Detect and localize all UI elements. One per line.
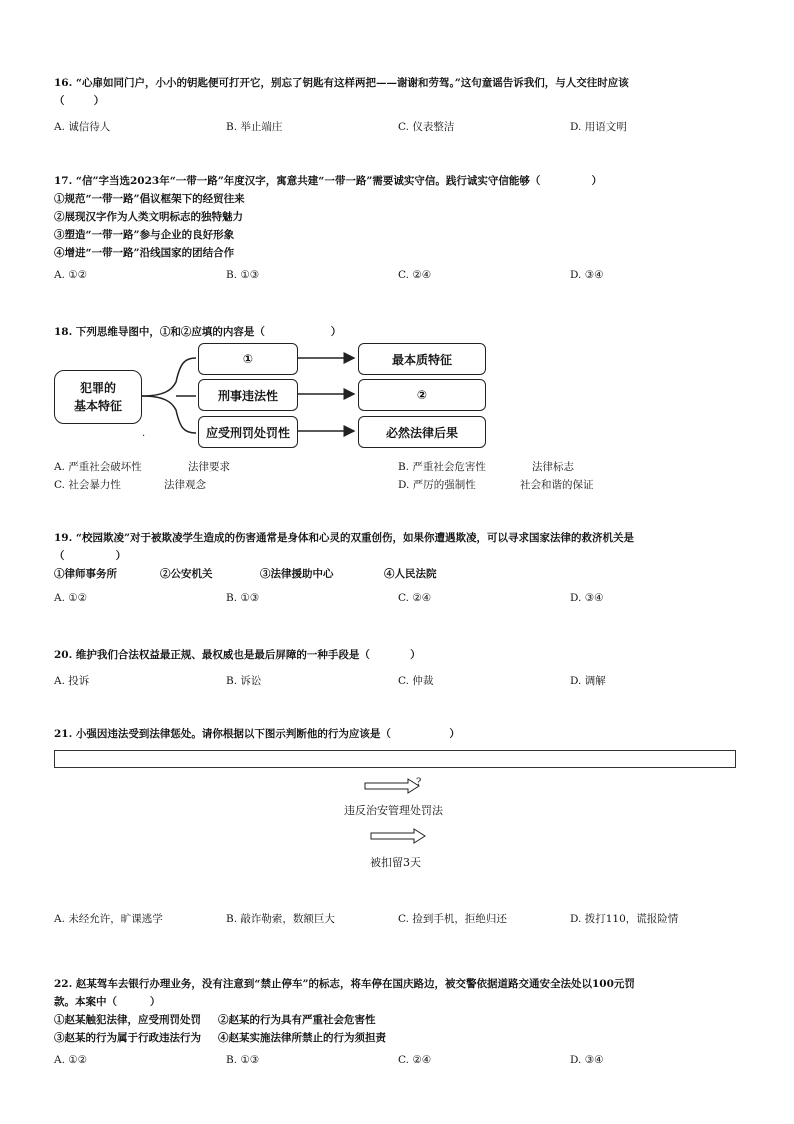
statements-row	[54, 1011, 744, 1029]
question-16	[54, 74, 744, 136]
options	[54, 672, 744, 690]
hollow-arrow-icon	[364, 778, 424, 794]
right-box-1	[358, 343, 486, 375]
option-d[interactable]: D. ③④	[570, 269, 604, 281]
root-label: 犯罪的 基本特征	[73, 381, 122, 413]
result-label: 被扣留3天	[370, 856, 421, 869]
mind-map	[54, 342, 494, 452]
option-a[interactable]: A. ①②	[54, 592, 88, 604]
option-b[interactable]: B. ①③	[226, 592, 260, 604]
option-c[interactable]: C. 社会暴力性	[54, 479, 121, 491]
option-a[interactable]: A. 诚信待人	[54, 121, 111, 133]
question-18	[54, 323, 744, 341]
question-18-options	[54, 458, 744, 494]
option-d[interactable]: D. 拨打110，谎报险情	[570, 913, 679, 925]
option-d-part2: 社会和谐的保证	[520, 479, 594, 491]
options	[54, 589, 744, 607]
option-a[interactable]: A. ①②	[54, 269, 88, 281]
question-stem: 21. 小强因违法受到法律惩处。请你根据以下图示判断他的行为应该是（ ）	[54, 728, 460, 740]
statement: ②展现汉字作为人类文明标志的独特魅力	[54, 211, 243, 223]
statements	[54, 565, 744, 583]
middle-box-1	[198, 343, 298, 375]
statement: ④赵某实施法律所禁止的行为须担责	[218, 1032, 386, 1044]
statement: ④增进“一带一路”沿线国家的团结合作	[54, 247, 235, 259]
option-c[interactable]: C. ②④	[398, 592, 432, 604]
option-a[interactable]: A. 严重社会破坏性	[54, 461, 142, 473]
option-b[interactable]: B. ①③	[226, 269, 260, 281]
option-c-part2: 法律观念	[164, 479, 206, 491]
option-d[interactable]: D. 调解	[570, 675, 606, 687]
middle-label: ①	[242, 352, 254, 366]
question-22	[54, 975, 744, 1069]
question-stem: 19. “校园欺凌”对于被欺凌学生造成的伤害通常是身体和心灵的双重创伤，如果你遭遇欺凌，可以寻求国家法律的救济机关是 （ ）	[54, 532, 634, 562]
option-b[interactable]: B. 敲诈勒索，数额巨大	[226, 913, 335, 925]
middle-label: 刑事违法性	[217, 388, 278, 403]
right-box-3	[358, 416, 486, 448]
question-17	[54, 172, 744, 284]
right-label: 最本质特征	[391, 352, 452, 367]
option-b[interactable]: B. 诉讼	[226, 675, 262, 687]
right-label: 必然法律后果	[385, 425, 458, 440]
question-stem: 16. “心扉如同门户，小小的钥匙便可打开它，别忘了钥匙有这样两把——谢谢和劳驾。”这句童谣告诉我们，与人交往时应该 （ ）	[54, 77, 629, 107]
statement: ①赵某触犯法律，应受刑罚处罚	[54, 1014, 201, 1026]
question-stem: 17. “信”字当选2023年“一带一路”年度汉字，寓意共建“一带一路”需要诚实守信。践行诚实守信能够（ ）	[54, 175, 603, 187]
statement: ③塑造“一带一路”参与企业的良好形象	[54, 229, 235, 241]
question-mark: ?	[416, 777, 422, 788]
options	[54, 910, 744, 928]
question-19	[54, 529, 744, 607]
options-row	[54, 458, 744, 476]
options	[54, 118, 744, 136]
middle-box-2	[198, 379, 298, 411]
question-stem: 18. 下列思维导图中，①和②应填的内容是（ ）	[54, 326, 342, 338]
statement: ②公安机关	[160, 568, 213, 580]
option-d[interactable]: D. ③④	[570, 1054, 604, 1066]
statements-row	[54, 1029, 744, 1047]
middle-label: 应受刑罚处罚性	[205, 425, 290, 440]
middle-box-3	[198, 416, 298, 448]
statement: ③赵某的行为属于行政违法行为	[54, 1032, 201, 1044]
question-20	[54, 646, 744, 690]
options	[54, 266, 744, 284]
option-a-part2: 法律要求	[188, 461, 230, 473]
options	[54, 1051, 744, 1069]
option-c[interactable]: C. 仪表整洁	[398, 121, 455, 133]
right-label: ②	[416, 388, 428, 402]
question-21-options	[54, 910, 744, 928]
statement: ①律师事务所	[54, 568, 117, 580]
options-row	[54, 476, 744, 494]
statement: ④人民法院	[384, 568, 437, 580]
question-21	[54, 725, 744, 743]
statement: ②赵某的行为具有严重社会危害性	[218, 1014, 376, 1026]
statement: ③法律援助中心	[260, 568, 334, 580]
hollow-arrow-icon	[370, 828, 430, 844]
option-c[interactable]: C. ②④	[398, 269, 432, 281]
option-d[interactable]: D. 用语文明	[570, 121, 627, 133]
diagram-frame	[54, 750, 736, 768]
option-b-part2: 法律标志	[532, 461, 574, 473]
option-a[interactable]: A. 投诉	[54, 675, 90, 687]
stray-dot: .	[142, 428, 146, 439]
question-stem: 22. 赵某驾车去银行办理业务，没有注意到“禁止停车”的标志，将车停在国庆路边，被交警依据道路交通安全法处以100元罚 款。本案中（ ）	[54, 978, 635, 1008]
option-c[interactable]: C. 捡到手机，拒绝归还	[398, 913, 507, 925]
law-label: 违反治安管理处罚法	[344, 804, 443, 817]
root-box	[54, 370, 142, 424]
option-d[interactable]: D. ③④	[570, 592, 604, 604]
right-box-2	[358, 379, 486, 411]
option-b[interactable]: B. 严重社会危害性	[398, 461, 486, 473]
option-d[interactable]: D. 严厉的强制性	[398, 479, 476, 491]
question-stem: 20. 维护我们合法权益最正规、最权威也是最后屏障的一种手段是（ ）	[54, 649, 421, 661]
option-b[interactable]: B. ①③	[226, 1054, 260, 1066]
statement: ①规范“一带一路”倡议框架下的经贸往来	[54, 193, 245, 205]
option-a[interactable]: A. ①②	[54, 1054, 88, 1066]
option-c[interactable]: C. 仲裁	[398, 675, 434, 687]
option-b[interactable]: B. 举止端庄	[226, 121, 283, 133]
option-a[interactable]: A. 未经允许，旷课逃学	[54, 913, 163, 925]
option-c[interactable]: C. ②④	[398, 1054, 432, 1066]
